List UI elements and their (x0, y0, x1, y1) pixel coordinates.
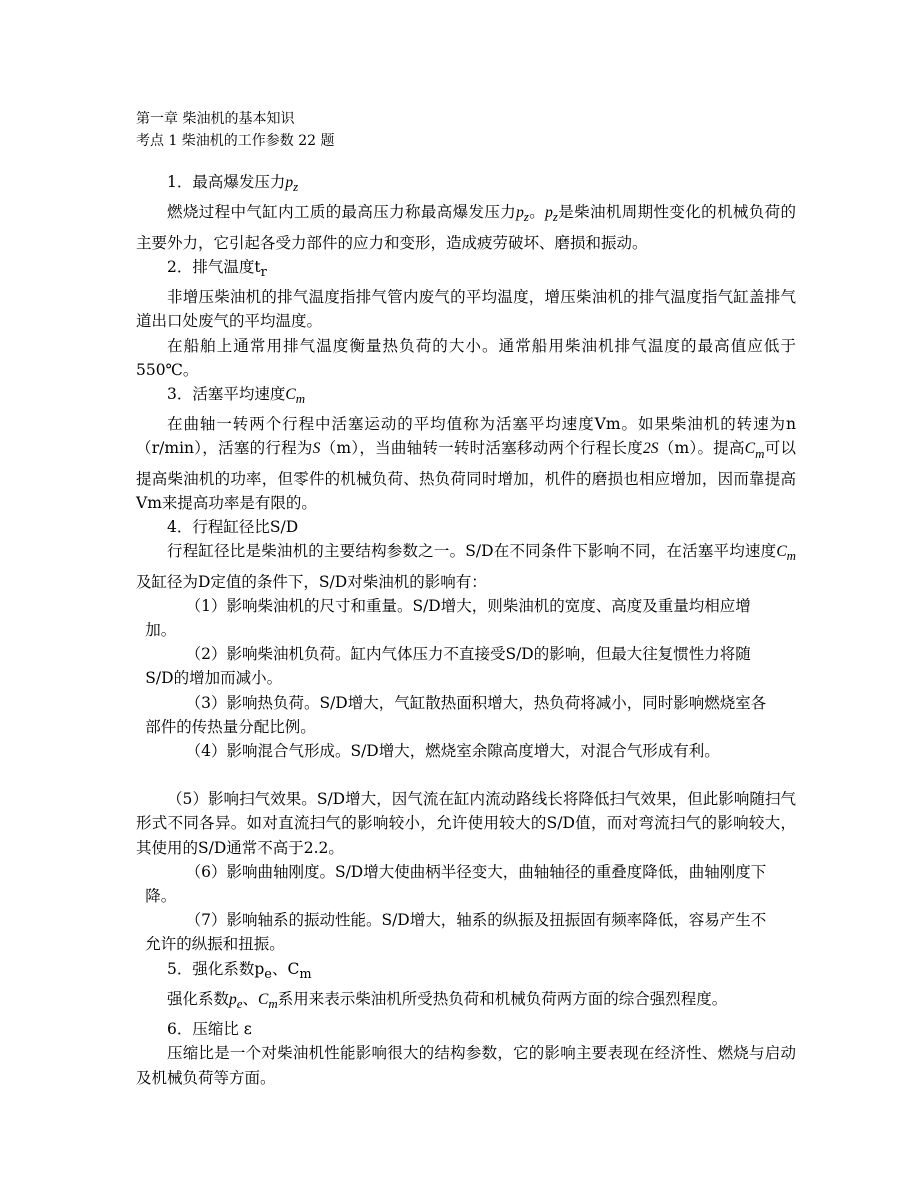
section-4-item-2: （2）影响柴油机负荷。缸内气体压力不直接受S/D的影响，但最大往复惯性力将随S/D的增加而减小。 (145, 645, 751, 688)
section-2-heading: 2．排气温度$t_r$ (167, 257, 267, 280)
section-2-paragraph-2: 在船舶上通常用排气温度衡量热负荷的大小。通常船用柴油机排气温度的最高值应低于550℃。 (136, 336, 796, 379)
section-4-item-3: （3）影响热负荷。S/D增大，气缸散热面积增大，热负荷将减小，同时影响燃烧室各部件的传热量分配比例。 (145, 693, 767, 736)
document-body (136, 170, 796, 1090)
section-1-paragraph: 燃烧过程中气缸内工质的最高压力称最高爆发压力$p_z$。$p_z$是柴油机周期性变化的机械负荷的主要外力，它引起各受力部件的应力和变形，造成疲劳破坏、磨损和振动。 (136, 203, 796, 252)
section-5-paragraph: 强化系数$p_e$、$C_m$系用来表示柴油机所受热负荷和机械负荷两方面的综合强烈程度。 (167, 989, 728, 1012)
section-4-item-1: （1）影响柴油机的尺寸和重量。S/D增大，则柴油机的宽度、高度及重量均相应增加。 (145, 596, 751, 640)
section-4-item-4: （4）影响混合气形成。S/D增大，燃烧室余隙高度增大，对混合气形成有利。 (185, 742, 720, 761)
section-4-item-7: （7）影响轴系的振动性能。S/D增大，轴系的纵振及扭振固有频率降低，容易产生不允许的纵振和扭振。 (145, 911, 767, 954)
section-6-paragraph: 压缩比是一个对柴油机性能影响很大的结构参数，它的影响主要表现在经济性、燃烧与启动及机械负荷等方面。 (136, 1044, 796, 1087)
topic-title: 考点 1 柴油机的工作参数 22 题 (136, 133, 335, 149)
section-2-paragraph-1: 非增压柴油机的排气温度指排气管内废气的平均温度，增压柴油机的排气温度指气缸盖排气道出口处废气的平均温度。 (136, 288, 796, 331)
blank-line (136, 763, 796, 787)
section-4-heading: 4．行程缸径比S/D (167, 518, 299, 537)
section-5-heading: 5．强化系数$p_e$、$C_m$ (167, 959, 312, 982)
section-4-item-6: （6）影响曲轴刚度。S/D增大使曲柄半径变大，曲轴轴径的重叠度降低，曲轴刚度下降。 (145, 862, 767, 906)
section-6-heading: 6．压缩比 ε (167, 1020, 252, 1039)
section-3-paragraph: 在曲轴一转两个行程中活塞运动的平均值称为活塞平均速度Vm。如果柴油机的转速为n（r/min），活塞的行程为S（m），当曲轴转一转时活塞移动两个行程长度2S（m）。提高$C_m$可以提高柴油机的功率，但零件的机械负荷、热负荷同时增加，机件的磨损也相应增加，因而靠提高Vm来提高功率是有限的。 (136, 415, 796, 512)
section-3-heading: 3．活塞平均速度$C_m$ (167, 384, 306, 406)
chapter-title: 第一章 柴油机的基本知识 (136, 111, 295, 127)
section-4-intro: 行程缸径比是柴油机的主要结构参数之一。S/D在不同条件下影响不同，在活塞平均速度$C_m$及缸径为D定值的条件下，S/D对柴油机的影响有： (136, 542, 796, 591)
section-1-heading: 1．最高爆发压力$p_z$ (167, 173, 299, 195)
section-4-item-5: （5）影响扫气效果。S/D增大，因气流在缸内流动路线长将降低扫气效果，但此影响随扫气形式不同各异。如对直流扫气的影响较小，允许使用较大的S/D值，而对弯流扫气的影响较大，其使用的S/D通常不高于2.2。 (136, 790, 796, 857)
